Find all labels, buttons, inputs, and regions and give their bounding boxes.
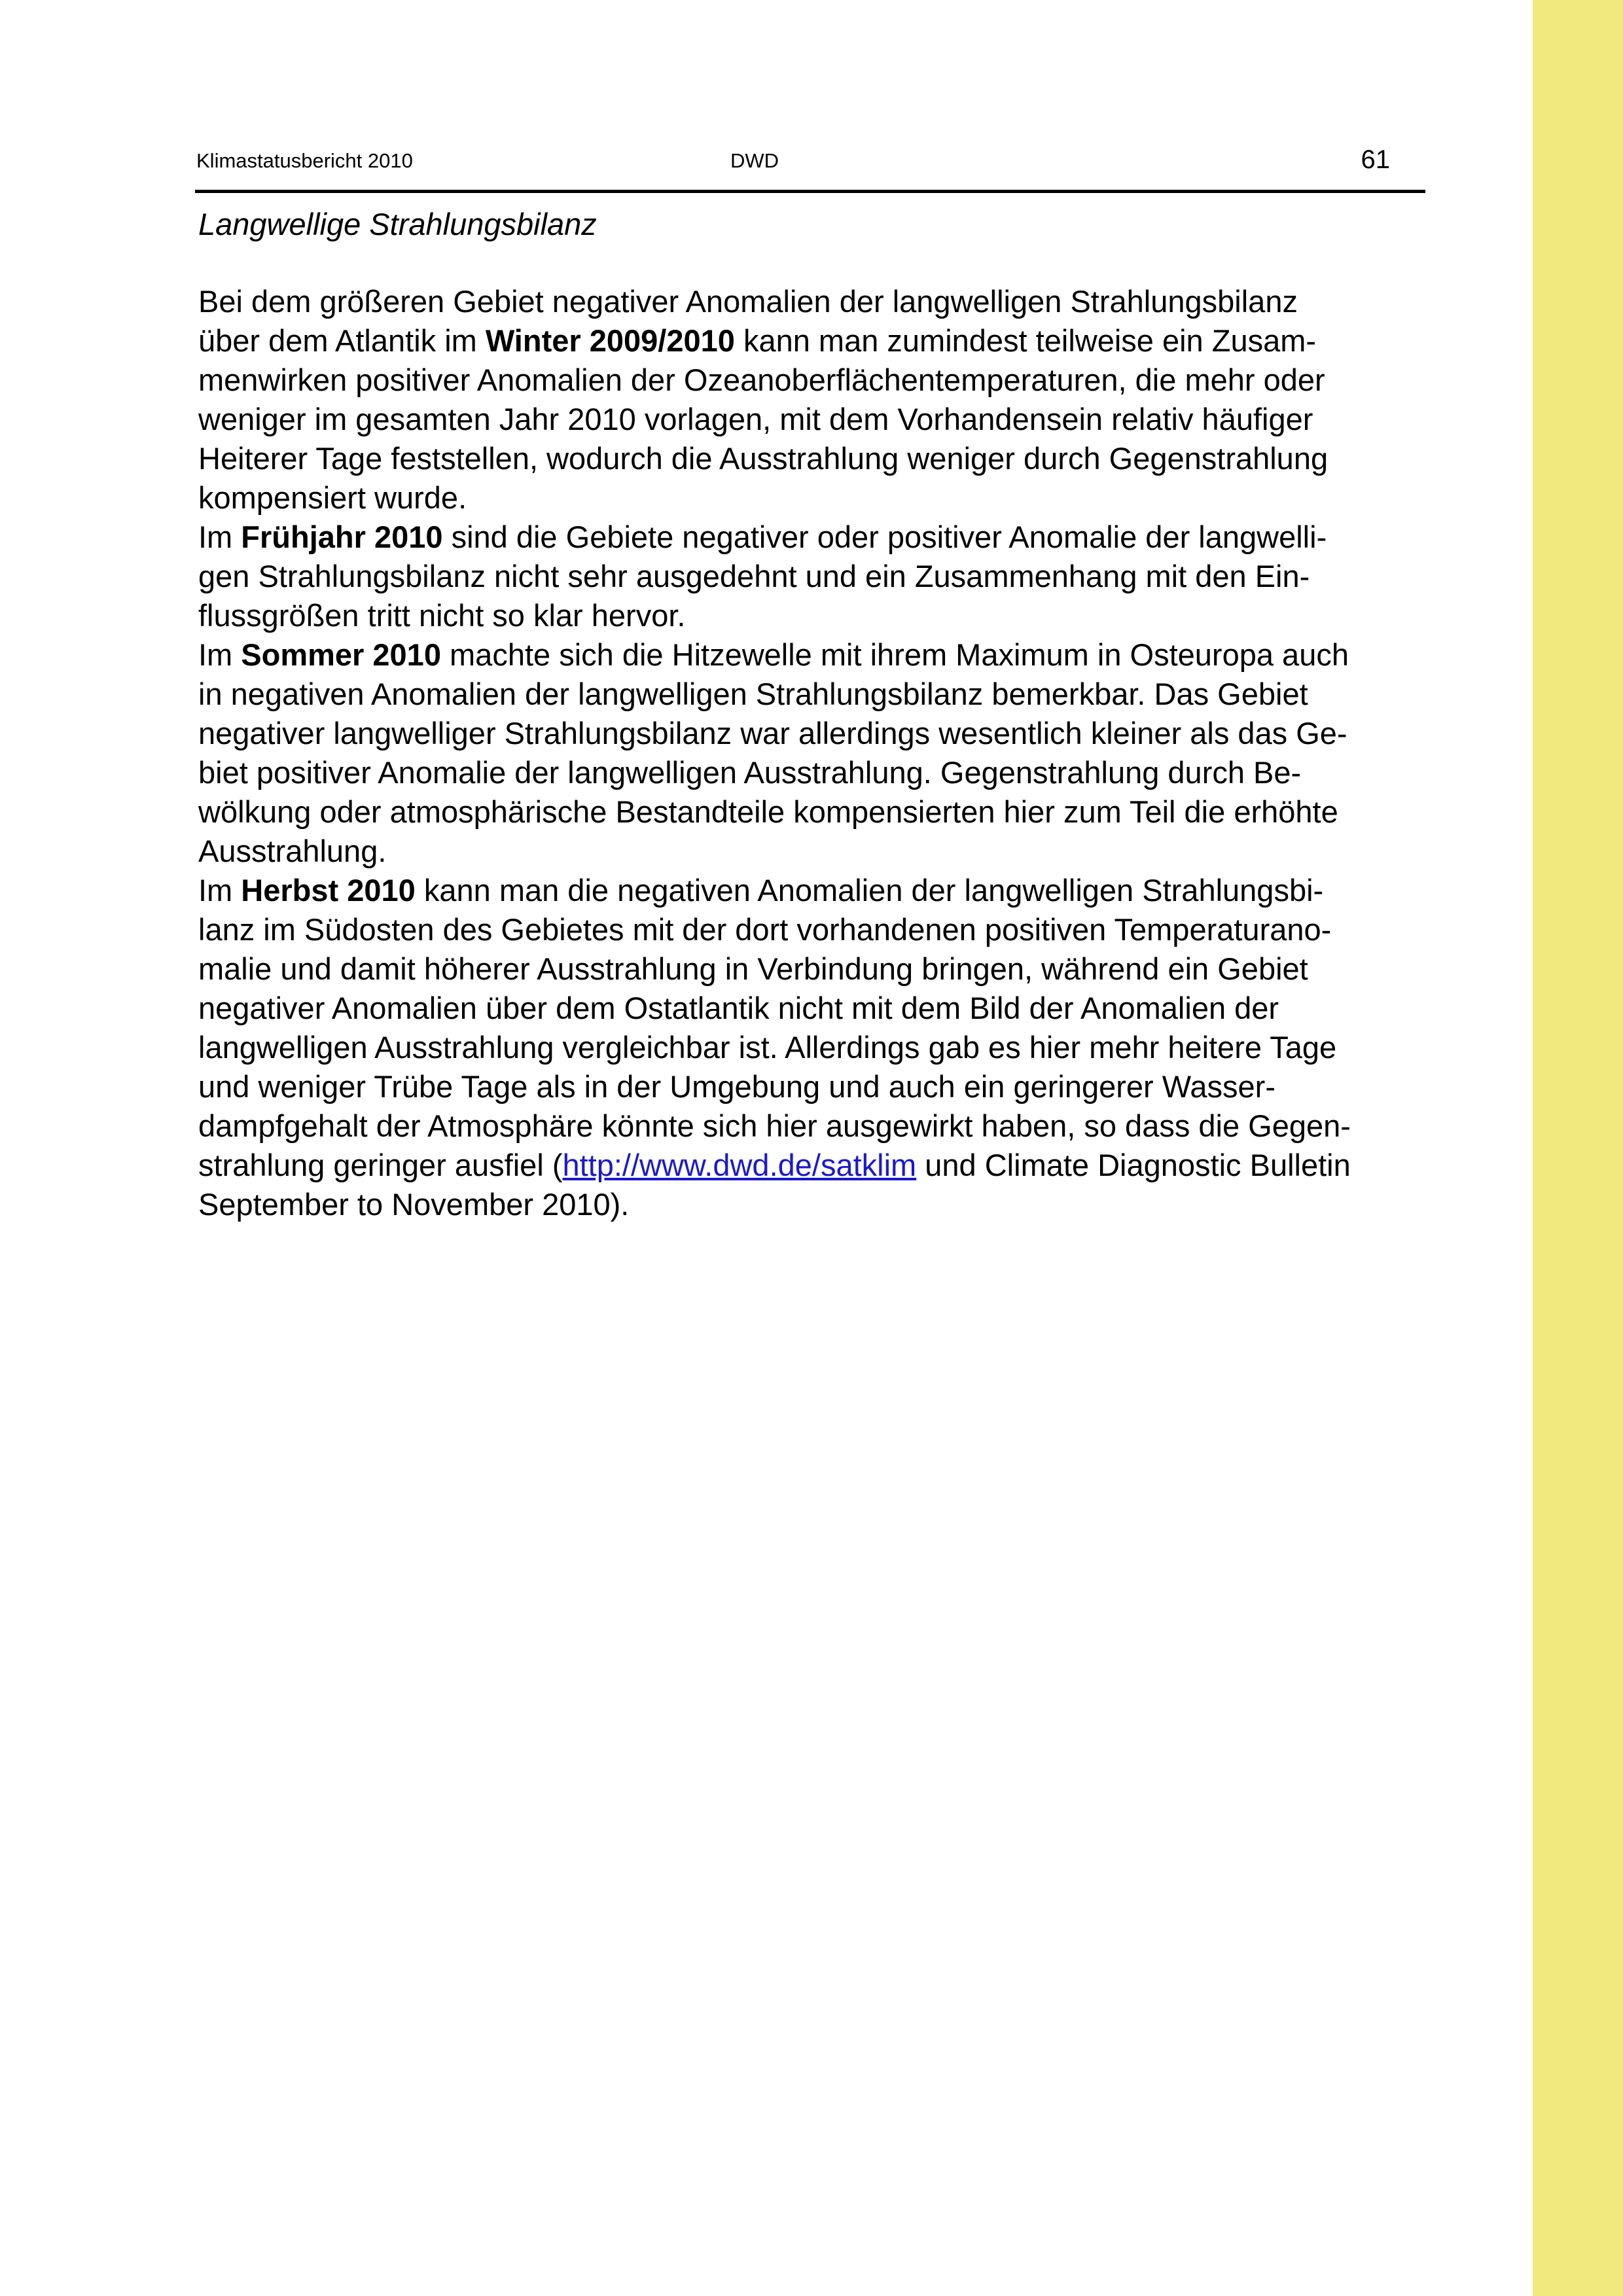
report-title: Klimastatusbericht 2010 [196, 149, 413, 172]
text-segment: über dem Atlantik im [198, 323, 486, 358]
text-segment: Im [198, 873, 241, 908]
text-line: menwirken positiver Anomalien der Ozeanoberflächentemperaturen, die mehr oder [198, 362, 1325, 397]
body-text [198, 282, 1429, 1224]
text-segment: strahlung geringer ausfiel ( [198, 1148, 563, 1182]
text-line: flussgrößen tritt nicht so klar hervor. [198, 598, 686, 633]
paragraph-summer [198, 635, 1429, 871]
text-line: weniger im gesamten Jahr 2010 vorlagen, mit dem Vorhandensein relativ häufiger [198, 402, 1313, 436]
text-line [198, 321, 1429, 361]
text-line: Ausstrahlung. [198, 834, 387, 868]
satklim-link[interactable]: http://www.dwd.de/satklim [562, 1148, 917, 1182]
text-line [198, 871, 1429, 910]
page-number: 61 [1361, 145, 1390, 174]
organization-label: DWD [730, 149, 779, 172]
text-line: negativer langwelliger Strahlungsbilanz war allerdings wesentlich kleiner als das Ge- [198, 716, 1347, 751]
text-line [198, 635, 1429, 675]
text-line: kompensiert wurde. [198, 480, 467, 515]
paragraph-autumn [198, 871, 1429, 1224]
section-title: Langwellige Strahlungsbilanz [198, 207, 597, 241]
season-label-spring: Frühjahr 2010 [241, 520, 443, 554]
text-segment: machte sich die Hitzewelle mit ihrem Maximum in Osteuropa auch [440, 637, 1349, 672]
text-segment: sind die Gebiete negativer oder positiver Anomalie der langwelli- [442, 520, 1327, 554]
yellow-side-band [1533, 0, 1623, 2296]
text-line: negativer Anomalien über dem Ostatlantik nicht mit dem Bild der Anomalien der [198, 991, 1279, 1025]
text-segment: kann man zumindest teilweise ein Zusam- [734, 323, 1317, 358]
text-line: wölkung oder atmosphärische Bestandteile kompensierten hier zum Teil die erhöhte [198, 794, 1338, 829]
text-line: Bei dem größeren Gebiet negativer Anomalien der langwelligen Strahlungsbilanz [198, 284, 1298, 319]
text-segment: Im [198, 637, 241, 672]
text-line: in negativen Anomalien der langwelligen Strahlungsbilanz bemerkbar. Das Gebiet [198, 677, 1308, 711]
text-line: malie und damit höherer Ausstrahlung in Verbindung bringen, während ein Gebiet [198, 951, 1308, 986]
season-label-summer: Sommer 2010 [241, 637, 441, 672]
paragraph-spring [198, 518, 1429, 635]
paragraph-winter [198, 282, 1429, 518]
text-line: und weniger Trübe Tage als in der Umgebung und auch ein geringerer Wasser- [198, 1069, 1275, 1104]
text-line: September to November 2010). [198, 1187, 630, 1222]
text-line: biet positiver Anomalie der langwelligen Ausstrahlung. Gegenstrahlung durch Be- [198, 755, 1302, 790]
text-line: langwelligen Ausstrahlung vergleichbar ist. Allerdings gab es hier mehr heitere Tage [198, 1030, 1337, 1065]
season-label-autumn: Herbst 2010 [241, 873, 416, 908]
text-line: dampfgehalt der Atmosphäre könnte sich hier ausgewirkt haben, so dass die Gegen- [198, 1108, 1351, 1143]
text-segment: und Climate Diagnostic Bulletin [916, 1148, 1351, 1182]
text-line [198, 518, 1429, 557]
header-divider [195, 190, 1425, 193]
page-header [196, 144, 1425, 190]
text-segment: Im [198, 520, 241, 554]
season-label-winter: Winter 2009/2010 [485, 323, 735, 358]
text-line: gen Strahlungsbilanz nicht sehr ausgedehnt und ein Zusammenhang mit den Ein- [198, 559, 1310, 593]
text-segment: kann man die negativen Anomalien der langwelligen Strahlungsbi- [415, 873, 1324, 908]
text-line: lanz im Südosten des Gebietes mit der dort vorhandenen positiven Temperaturano- [198, 912, 1332, 947]
text-line: Heiterer Tage feststellen, wodurch die Ausstrahlung weniger durch Gegenstrahlung [198, 441, 1329, 476]
text-line [198, 1146, 1429, 1185]
